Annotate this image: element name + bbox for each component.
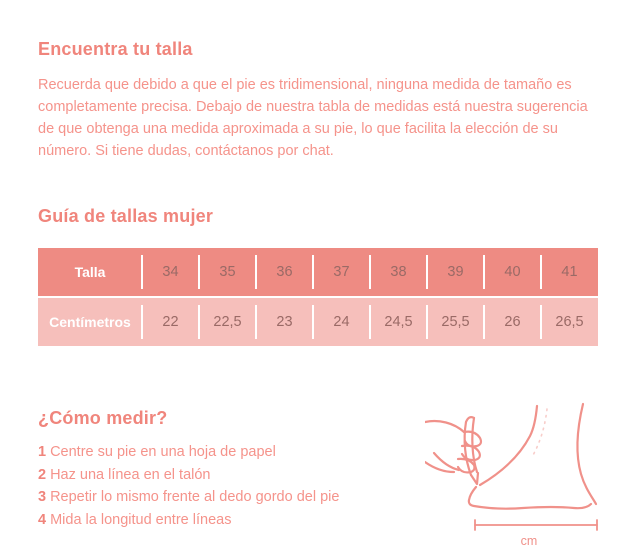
step-text: Centre su pie en una hoja de papel: [50, 444, 276, 460]
foot-instep-line: [480, 406, 537, 485]
step-number: 4: [38, 511, 47, 528]
size-cell: 34: [142, 248, 199, 296]
find-size-title: Encuentra tu talla: [38, 39, 193, 59]
centimeters-cell: 26: [484, 298, 541, 346]
size-cell: 36: [256, 248, 313, 296]
thumb-line: [434, 453, 459, 470]
centimeters-cell: 22: [142, 298, 199, 346]
centimeters-row-label: Centímetros: [38, 298, 142, 346]
size-cell: 37: [313, 248, 370, 296]
centimeters-cell: 23: [256, 298, 313, 346]
how-to-measure-section: [38, 407, 613, 548]
find-size-intro: Recuerda que debido a que el pie es tridimensional, ninguna medida de tamaño es completamente precisa. Debajo de nuestra tabla de medidas está nuestra sugerencia de que obtenga una medida aproximada a su pie, lo que facilita la elección de su número. Si tiene dudas, contáctanos por chat.: [38, 77, 588, 159]
cm-label: cm: [520, 534, 538, 548]
centimeters-cell: 24,5: [370, 298, 427, 346]
centimeters-cell: 26,5: [541, 298, 598, 346]
size-cell: 39: [427, 248, 484, 296]
pen-outline: [465, 422, 471, 475]
size-guide-title: Guía de tallas mujer: [38, 206, 214, 226]
pen-tip: [471, 473, 478, 484]
size-cell: 38: [370, 248, 427, 296]
size-table: [38, 248, 598, 346]
size-cell: 35: [199, 248, 256, 296]
size-cell: 41: [541, 248, 598, 296]
step-number: 2: [38, 466, 47, 483]
size-table-row-centimeters: [38, 298, 598, 346]
size-row-label: Talla: [38, 248, 142, 296]
size-table-row-sizes: [38, 248, 598, 296]
how-to-measure-title: ¿Cómo medir?: [38, 408, 168, 428]
step-text: Mida la longitud entre líneas: [50, 511, 232, 528]
step-number: 3: [38, 489, 47, 505]
step-number: 1: [38, 444, 47, 460]
centimeters-cell: 24: [313, 298, 370, 346]
heel-line: [577, 404, 596, 504]
shin-dashed-line: [532, 409, 547, 457]
step-text: Repetir lo mismo frente al dedo gordo del pie: [50, 489, 340, 505]
measure-line: [475, 520, 597, 530]
hand-arm-lines: [425, 421, 464, 432]
foot-measuring-illustration: [425, 398, 621, 550]
size-cell: 40: [484, 248, 541, 296]
step-text: Haz una línea en el talón: [50, 466, 211, 483]
centimeters-cell: 25,5: [427, 298, 484, 346]
foot-sole-line: [469, 487, 591, 509]
centimeters-cell: 22,5: [199, 298, 256, 346]
